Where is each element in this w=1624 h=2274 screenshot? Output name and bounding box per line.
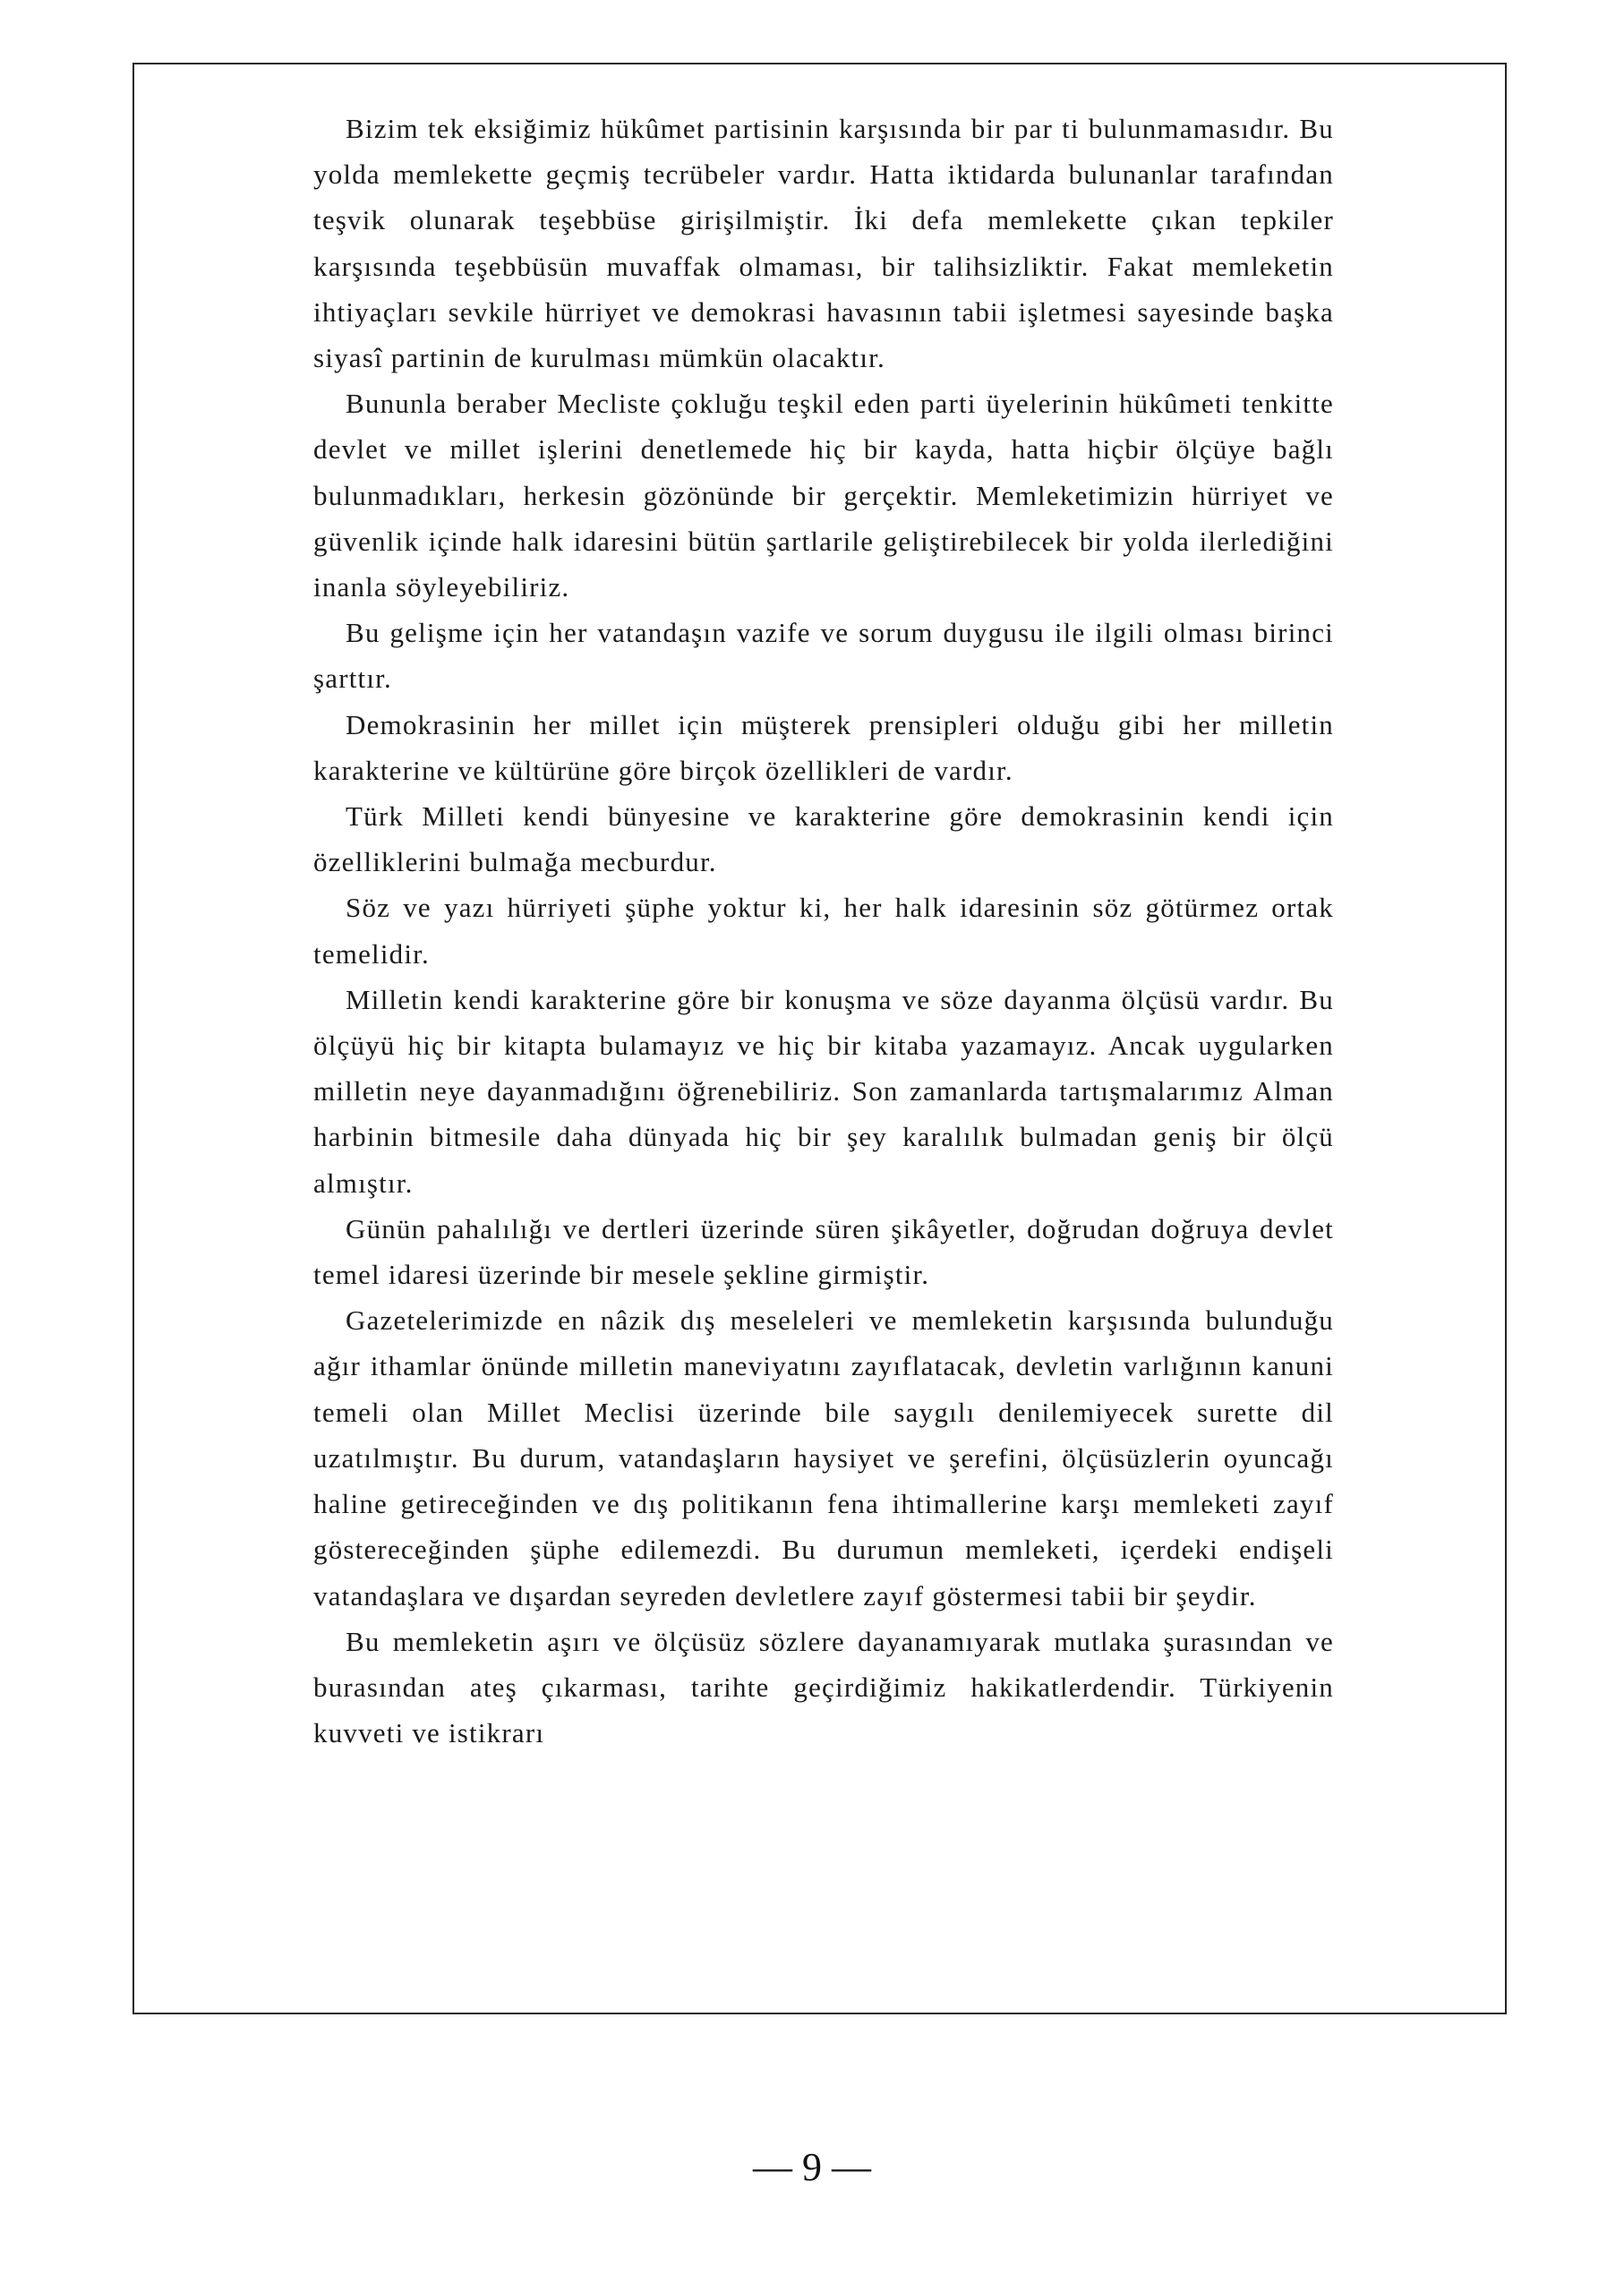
page-number: — 9 — <box>753 2145 871 2189</box>
paragraph-4: Demokrasinin her millet için müşterek prensipleri olduğu gibi her milletin karakterine ve kültürüne göre birçok özellikleri de vardır. <box>313 708 1334 786</box>
paragraph-5: Türk Milleti kendi bünyesine ve karakterine göre demokrasinin kendi için özelliklerini bulmağa mecburdur. <box>313 800 1334 878</box>
document-body <box>313 106 1334 1756</box>
paragraph-10: Bu memleketin aşırı ve ölçüsüz sözlere dayanamıyarak mutlaka şurasından ve burasından ateş çıkarması, tarihte geçirdiğimiz hakikatlerdendir. Türkiyenin kuvveti ve istikrarı <box>313 1625 1334 1749</box>
paragraph-3: Bu gelişme için her vatandaşın vazife ve sorum duygusu ile ilgili olması birinci şarttır. <box>313 617 1334 695</box>
paragraph-7: Milletin kendi karakterine göre bir konuşma ve söze dayanma ölçüsü vardır. Bu ölçüyü hiç bir kitapta bulamayız ve hiç bir kitaba yazamayız. Ancak uygularken milletin neye dayanmadığını öğrenebiliriz. Son zamanlarda tartışmalarımız Alman harbinin bitmesile daha dünyada hiç bir şey karalılık bulmadan geniş bir ölçü almıştır. <box>313 983 1334 1199</box>
paragraph-9: Gazetelerimizde en nâzik dış meseleleri ve memleketin karşısında bulunduğu ağır ithamlar önünde milletin maneviyatını zayıflatacak, devletin varlığının kanuni temeli olan Millet Meclisi üzerinde bile saygılı denilemiyecek surette dil uzatılmıştır. Bu durum, vatandaşların haysiyet ve şerefini, ölçüsüzlerin oyuncağı haline getireceğinden ve dış politikanın fena ihtimallerine karşı memleketi zayıf göstereceğinden şüphe edilemezdi. Bu durumun memleketi, içerdeki endişeli vatandaşlara ve dışardan seyreden devletlere zayıf göstermesi tabii bir şeydir. <box>313 1304 1334 1611</box>
paragraph-6: Söz ve yazı hürriyeti şüphe yoktur ki, her halk idaresinin söz götürmez ortak temelidir. <box>313 892 1334 970</box>
paragraph-2: Bununla beraber Mecliste çokluğu teşkil eden parti üyelerinin hükûmeti tenkitte devlet ve millet işlerini denetlemede hiç bir kayda, hatta hiçbir ölçüye bağlı bulunmadıkları, herkesin gözönünde bir gerçektir. Memleketimizin hürriyet ve güvenlik içinde halk idaresini bütün şartlarile geliştirebilecek bir yolda ilerlediğini inanla söyleyebiliriz. <box>313 388 1334 603</box>
paragraph-1: Bizim tek eksiğimiz hükûmet partisinin karşısında bir par ti bulunmamasıdır. Bu yolda memlekette geçmiş tecrübeler vardır. Hatta iktidarda bulunanlar tarafından teşvik olunarak teşebbüse girişilmiştir. İki defa memlekette çıkan tepkiler karşısında teşebbüsün muvaffak olmaması, bir talihsizliktir. Fakat memleketin ihtiyaçları sevkile hürriyet ve demokrasi havasının tabii işletmesi sayesinde başka siyasî partinin de kurulması mümkün olacaktır. <box>313 113 1334 374</box>
paragraph-8: Günün pahalılığı ve dertleri üzerinde süren şikâyetler, doğrudan doğruya devlet temel idaresi üzerinde bir mesele şekline girmiştir. <box>313 1212 1334 1291</box>
